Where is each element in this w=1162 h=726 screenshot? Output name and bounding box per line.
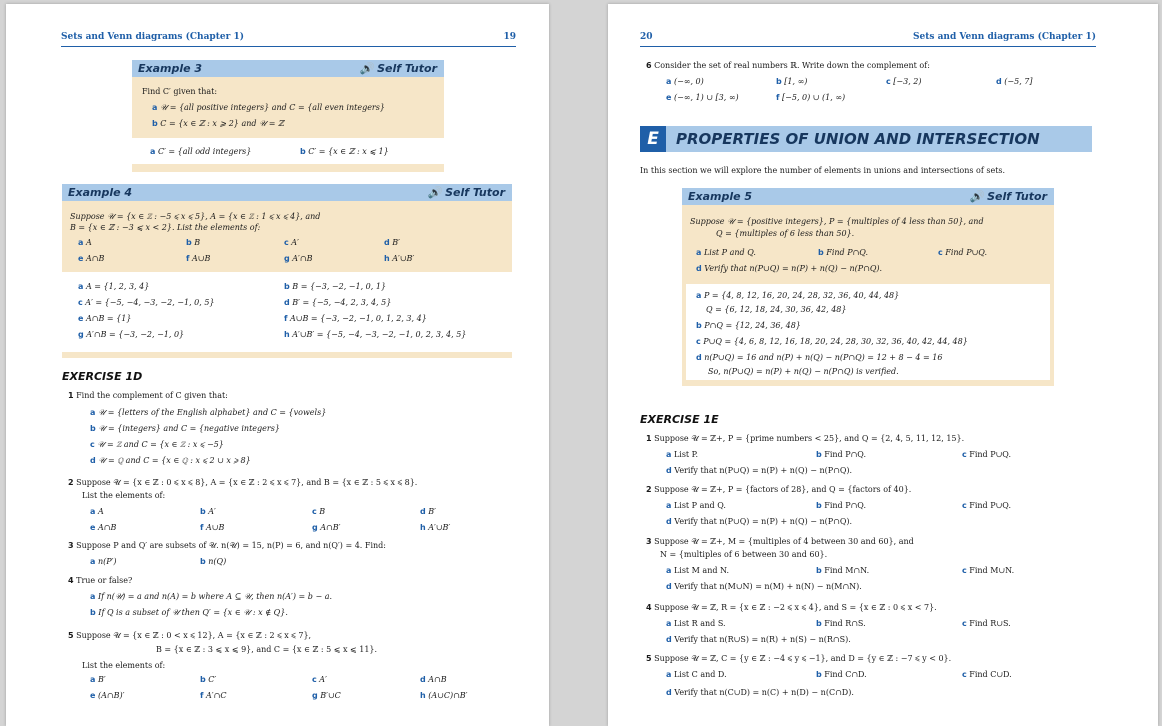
example-line: Find C′ given that: xyxy=(142,87,218,96)
question-5-sub: B = {x ∈ ℤ : 3 ⩽ x ⩽ 9}, and C = {x ∈ ℤ : 5 ⩽ x ⩽ 11}. xyxy=(156,645,378,654)
example-4-answer xyxy=(62,272,512,352)
section-title: PROPERTIES OF UNION AND INTERSECTION xyxy=(676,130,1040,148)
exercise-title: EXERCISE 1E xyxy=(640,413,719,426)
exercise-title: EXERCISE 1D xyxy=(62,370,143,383)
answer-line: c A′ = {−5, −4, −3, −2, −1, 0, 5} xyxy=(78,298,215,307)
question-part: a A xyxy=(90,507,104,516)
question-part: d A∩B xyxy=(420,675,447,684)
question-part: f A′∩C xyxy=(200,691,227,700)
question-part: a (−∞, 0) xyxy=(666,77,704,86)
question-part: d Verify that n(M∪N) = n(M) + n(N) − n(M∩N). xyxy=(666,582,862,591)
example-3-title-bar xyxy=(132,60,444,77)
question-part: d B′ xyxy=(420,507,436,516)
header-title: Sets and Venn diagrams (Chapter 1) xyxy=(61,32,244,42)
question-part: c Find C∪D. xyxy=(962,670,1012,679)
question-part: b Find R∩S. xyxy=(816,619,866,628)
part: b Find P∩Q. xyxy=(818,248,868,257)
question-part: a B′ xyxy=(90,675,106,684)
example-5-answer xyxy=(686,284,1050,380)
left-page xyxy=(6,4,549,726)
part: c A′ xyxy=(284,238,299,247)
question-part: c 𝒰 = ℤ and C = {x ∈ ℤ : x ⩽ −5} xyxy=(90,440,224,449)
answer-line: f A∪B = {−3, −2, −1, 0, 1, 2, 3, 4} xyxy=(284,314,427,323)
question-part: f A∪B xyxy=(200,523,225,532)
part: g A′∩B xyxy=(284,254,313,263)
question-part: a If n(𝒰) = a and n(A) = b where A ⊆ 𝒰, then n(A′) = b − a. xyxy=(90,592,333,601)
page-number: 20 xyxy=(640,32,653,42)
question-3-sub: N = {multiples of 6 between 30 and 60}. xyxy=(660,550,828,559)
question-part: f [−5, 0) ∪ (1, ∞) xyxy=(776,93,846,102)
question-part: a n(P′) xyxy=(90,557,117,566)
section-heading xyxy=(640,126,1092,152)
self-tutor-link[interactable]: 🔊 Self Tutor xyxy=(427,186,505,199)
answer-line: g A′∩B = {−3, −2, −1, 0} xyxy=(78,330,185,339)
question-part: e (A∩B)′ xyxy=(90,691,125,700)
example-line: a 𝒰 = {all positive integers} and C = {all even integers} xyxy=(152,103,385,112)
question-part: g A∩B′ xyxy=(312,523,341,532)
question-part: a List P. xyxy=(666,450,698,459)
answer-line: b B = {−3, −2, −1, 0, 1} xyxy=(284,282,387,291)
question-part: g B′∪C xyxy=(312,691,341,700)
example-4-title-bar xyxy=(62,184,512,201)
right-page xyxy=(608,4,1158,726)
example-4-box xyxy=(62,184,512,358)
question-2: 2 Suppose 𝒰 = {x ∈ ℤ : 0 ⩽ x ⩽ 8}, A = {x ∈ ℤ : 2 ⩽ x ⩽ 7}, and B = {x ∈ ℤ : 5 ⩽ x ⩽ 8}. xyxy=(68,478,418,487)
question-part: b Find C∩D. xyxy=(816,670,867,679)
question-part: c Find P∪Q. xyxy=(962,450,1012,459)
answer-line: d n(P∪Q) = 16 and n(P) + n(Q) − n(P∩Q) = 12 + 8 − 4 = 16 xyxy=(696,353,943,362)
part: e A∩B xyxy=(78,254,105,263)
answer-line: a P = {4, 8, 12, 16, 20, 24, 28, 32, 36, 40, 44, 48} xyxy=(696,291,900,300)
header-title: Sets and Venn diagrams (Chapter 1) xyxy=(913,32,1096,42)
answer-line: h A′∪B′ = {−5, −4, −3, −2, −1, 0, 2, 3, 4, 5} xyxy=(284,330,467,339)
answer-line: a C′ = {all odd integers} xyxy=(150,147,252,156)
question-part: b Find P∩Q. xyxy=(816,501,866,510)
example-5-title-bar xyxy=(682,188,1054,205)
question-part: a List M and N. xyxy=(666,566,730,575)
question-part: e A∩B xyxy=(90,523,117,532)
question-part: c Find R∪S. xyxy=(962,619,1011,628)
speaker-icon: 🔊 xyxy=(969,190,984,203)
answer-line: a A = {1, 2, 3, 4} xyxy=(78,282,150,291)
speaker-icon: 🔊 xyxy=(427,186,442,199)
question-part: c Find M∪N. xyxy=(962,566,1015,575)
question-part: a List P and Q. xyxy=(666,501,726,510)
part: d Verify that n(P∪Q) = n(P) + n(Q) − n(P∩Q). xyxy=(696,264,883,273)
answer-line: b C′ = {x ∈ ℤ : x ⩽ 1} xyxy=(300,147,389,156)
question-part: a List R and S. xyxy=(666,619,726,628)
part: d B′ xyxy=(384,238,400,247)
question-3: 3 Suppose 𝒰 = ℤ+, M = {multiples of 4 between 30 and 60}, and xyxy=(646,537,914,546)
question-part: b Find M∩N. xyxy=(816,566,870,575)
example-title: Example 4 xyxy=(68,186,133,199)
example-line: Q = {multiples of 6 less than 50}. xyxy=(716,229,855,238)
example-line: Suppose 𝒰 = {positive integers}, P = {multiples of 4 less than 50}, and xyxy=(690,217,984,226)
question-part: e (−∞, 1) ∪ [3, ∞) xyxy=(666,93,739,102)
question-4: 4 Suppose 𝒰 = ℤ, R = {x ∈ ℤ : −2 ⩽ x ⩽ 4}, and S = {x ∈ ℤ : 0 ⩽ x < 7}. xyxy=(646,603,937,612)
question-2: 2 Suppose 𝒰 = ℤ+, P = {factors of 28}, and Q = {factors of 40}. xyxy=(646,485,912,494)
speaker-icon: 🔊 xyxy=(359,62,374,75)
answer-line: b P∩Q = {12, 24, 36, 48} xyxy=(696,321,801,330)
part: f A∪B xyxy=(186,254,211,263)
example-line: Suppose 𝒰 = {x ∈ ℤ : −5 ⩽ x ⩽ 5}, A = {x ∈ ℤ : 1 ⩽ x ⩽ 4}, and xyxy=(70,212,321,221)
question-part: b 𝒰 = {integers} and C = {negative integers} xyxy=(90,424,280,433)
question-6: 6 Consider the set of real numbers ℝ. Write down the complement of: xyxy=(646,61,930,70)
page-header-right xyxy=(640,30,1096,47)
question-part: b [1, ∞) xyxy=(776,77,808,86)
question-part: b Find P∩Q. xyxy=(816,450,866,459)
question-5: 5 Suppose 𝒰 = ℤ, C = {y ∈ ℤ : −4 ⩽ y ⩽ −1}, and D = {y ∈ ℤ : −7 ⩽ y < 0}. xyxy=(646,654,952,663)
example-3-answer xyxy=(132,138,444,164)
answer-line: e A∩B = {1} xyxy=(78,314,132,323)
answer-line: Q = {6, 12, 18, 24, 30, 36, 42, 48} xyxy=(706,305,847,314)
question-part: d Verify that n(P∪Q) = n(P) + n(Q) − n(P∩Q). xyxy=(666,466,853,475)
part: a List P and Q. xyxy=(696,248,756,257)
question-5: 5 Suppose 𝒰 = {x ∈ ℤ : 0 < x ⩽ 12}, A = {x ∈ ℤ : 2 ⩽ x ⩽ 7}, xyxy=(68,631,312,640)
example-line: B = {x ∈ ℤ : −3 ⩽ x < 2}. List the elements of: xyxy=(70,223,261,232)
question-part: d Verify that n(R∪S) = n(R) + n(S) − n(R∩S). xyxy=(666,635,851,644)
question-part: a 𝒰 = {letters of the English alphabet} and C = {vowels} xyxy=(90,408,327,417)
example-title: Example 5 xyxy=(688,190,753,203)
question-part: d Verify that n(C∪D) = n(C) + n(D) − n(C∩D). xyxy=(666,688,854,697)
question-part: b n(Q) xyxy=(200,557,227,566)
self-tutor-link[interactable]: 🔊 Self Tutor xyxy=(969,190,1047,203)
page-number: 19 xyxy=(503,32,516,42)
question-2-sub: List the elements of: xyxy=(82,491,166,500)
part: c Find P∪Q. xyxy=(938,248,988,257)
answer-line: d B′ = {−5, −4, 2, 3, 4, 5} xyxy=(284,298,392,307)
question-part: c B xyxy=(312,507,326,516)
part: b B xyxy=(186,238,201,247)
answer-line: c P∪Q = {4, 6, 8, 12, 16, 18, 20, 24, 28, 30, 32, 36, 40, 42, 44, 48} xyxy=(696,337,968,346)
question-part: h (A∪C)∩B′ xyxy=(420,691,468,700)
page-header-left xyxy=(61,30,516,47)
question-part: b A′ xyxy=(200,507,216,516)
question-part: d 𝒰 = ℚ and C = {x ∈ ℚ : x ⩽ 2 ∪ x ⩾ 8} xyxy=(90,456,251,465)
question-part: b C′ xyxy=(200,675,217,684)
question-3: 3 Suppose P and Q′ are subsets of 𝒰. n(𝒰) = 15, n(P) = 6, and n(Q′) = 4. Find: xyxy=(68,541,386,550)
answer-line: So, n(P∪Q) = n(P) + n(Q) − n(P∩Q) is verified. xyxy=(708,367,899,376)
question-part: d (−5, 7] xyxy=(996,77,1033,86)
example-line: b C = {x ∈ ℤ : x ⩾ 2} and 𝒰 = ℤ xyxy=(152,119,284,128)
self-tutor-link[interactable]: 🔊 Self Tutor xyxy=(359,62,437,75)
question-part: c [−3, 2) xyxy=(886,77,922,86)
part: a A xyxy=(78,238,92,247)
question-part: a List C and D. xyxy=(666,670,727,679)
example-5-box xyxy=(682,188,1054,386)
example-title: Example 3 xyxy=(138,62,203,75)
question-5-sub: List the elements of: xyxy=(82,661,166,670)
section-intro: In this section we will explore the number of elements in unions and intersections of sets. xyxy=(640,166,1006,175)
question-part: h A′∪B′ xyxy=(420,523,451,532)
question-1: 1 Suppose 𝒰 = ℤ+, P = {prime numbers < 25}, and Q = {2, 4, 5, 11, 12, 15}. xyxy=(646,434,965,443)
part: h A′∪B′ xyxy=(384,254,415,263)
question-part: c A′ xyxy=(312,675,327,684)
question-1: 1 Find the complement of C given that: xyxy=(68,391,228,400)
example-3-box xyxy=(132,60,444,172)
section-letter: E xyxy=(640,126,666,152)
question-4: 4 True or false? xyxy=(68,576,133,585)
question-part: c Find P∪Q. xyxy=(962,501,1012,510)
question-part: d Verify that n(P∪Q) = n(P) + n(Q) − n(P∩Q). xyxy=(666,517,853,526)
question-part: b If Q is a subset of 𝒰 then Q′ = {x ∈ 𝒰 : x ∉ Q}. xyxy=(90,608,288,617)
